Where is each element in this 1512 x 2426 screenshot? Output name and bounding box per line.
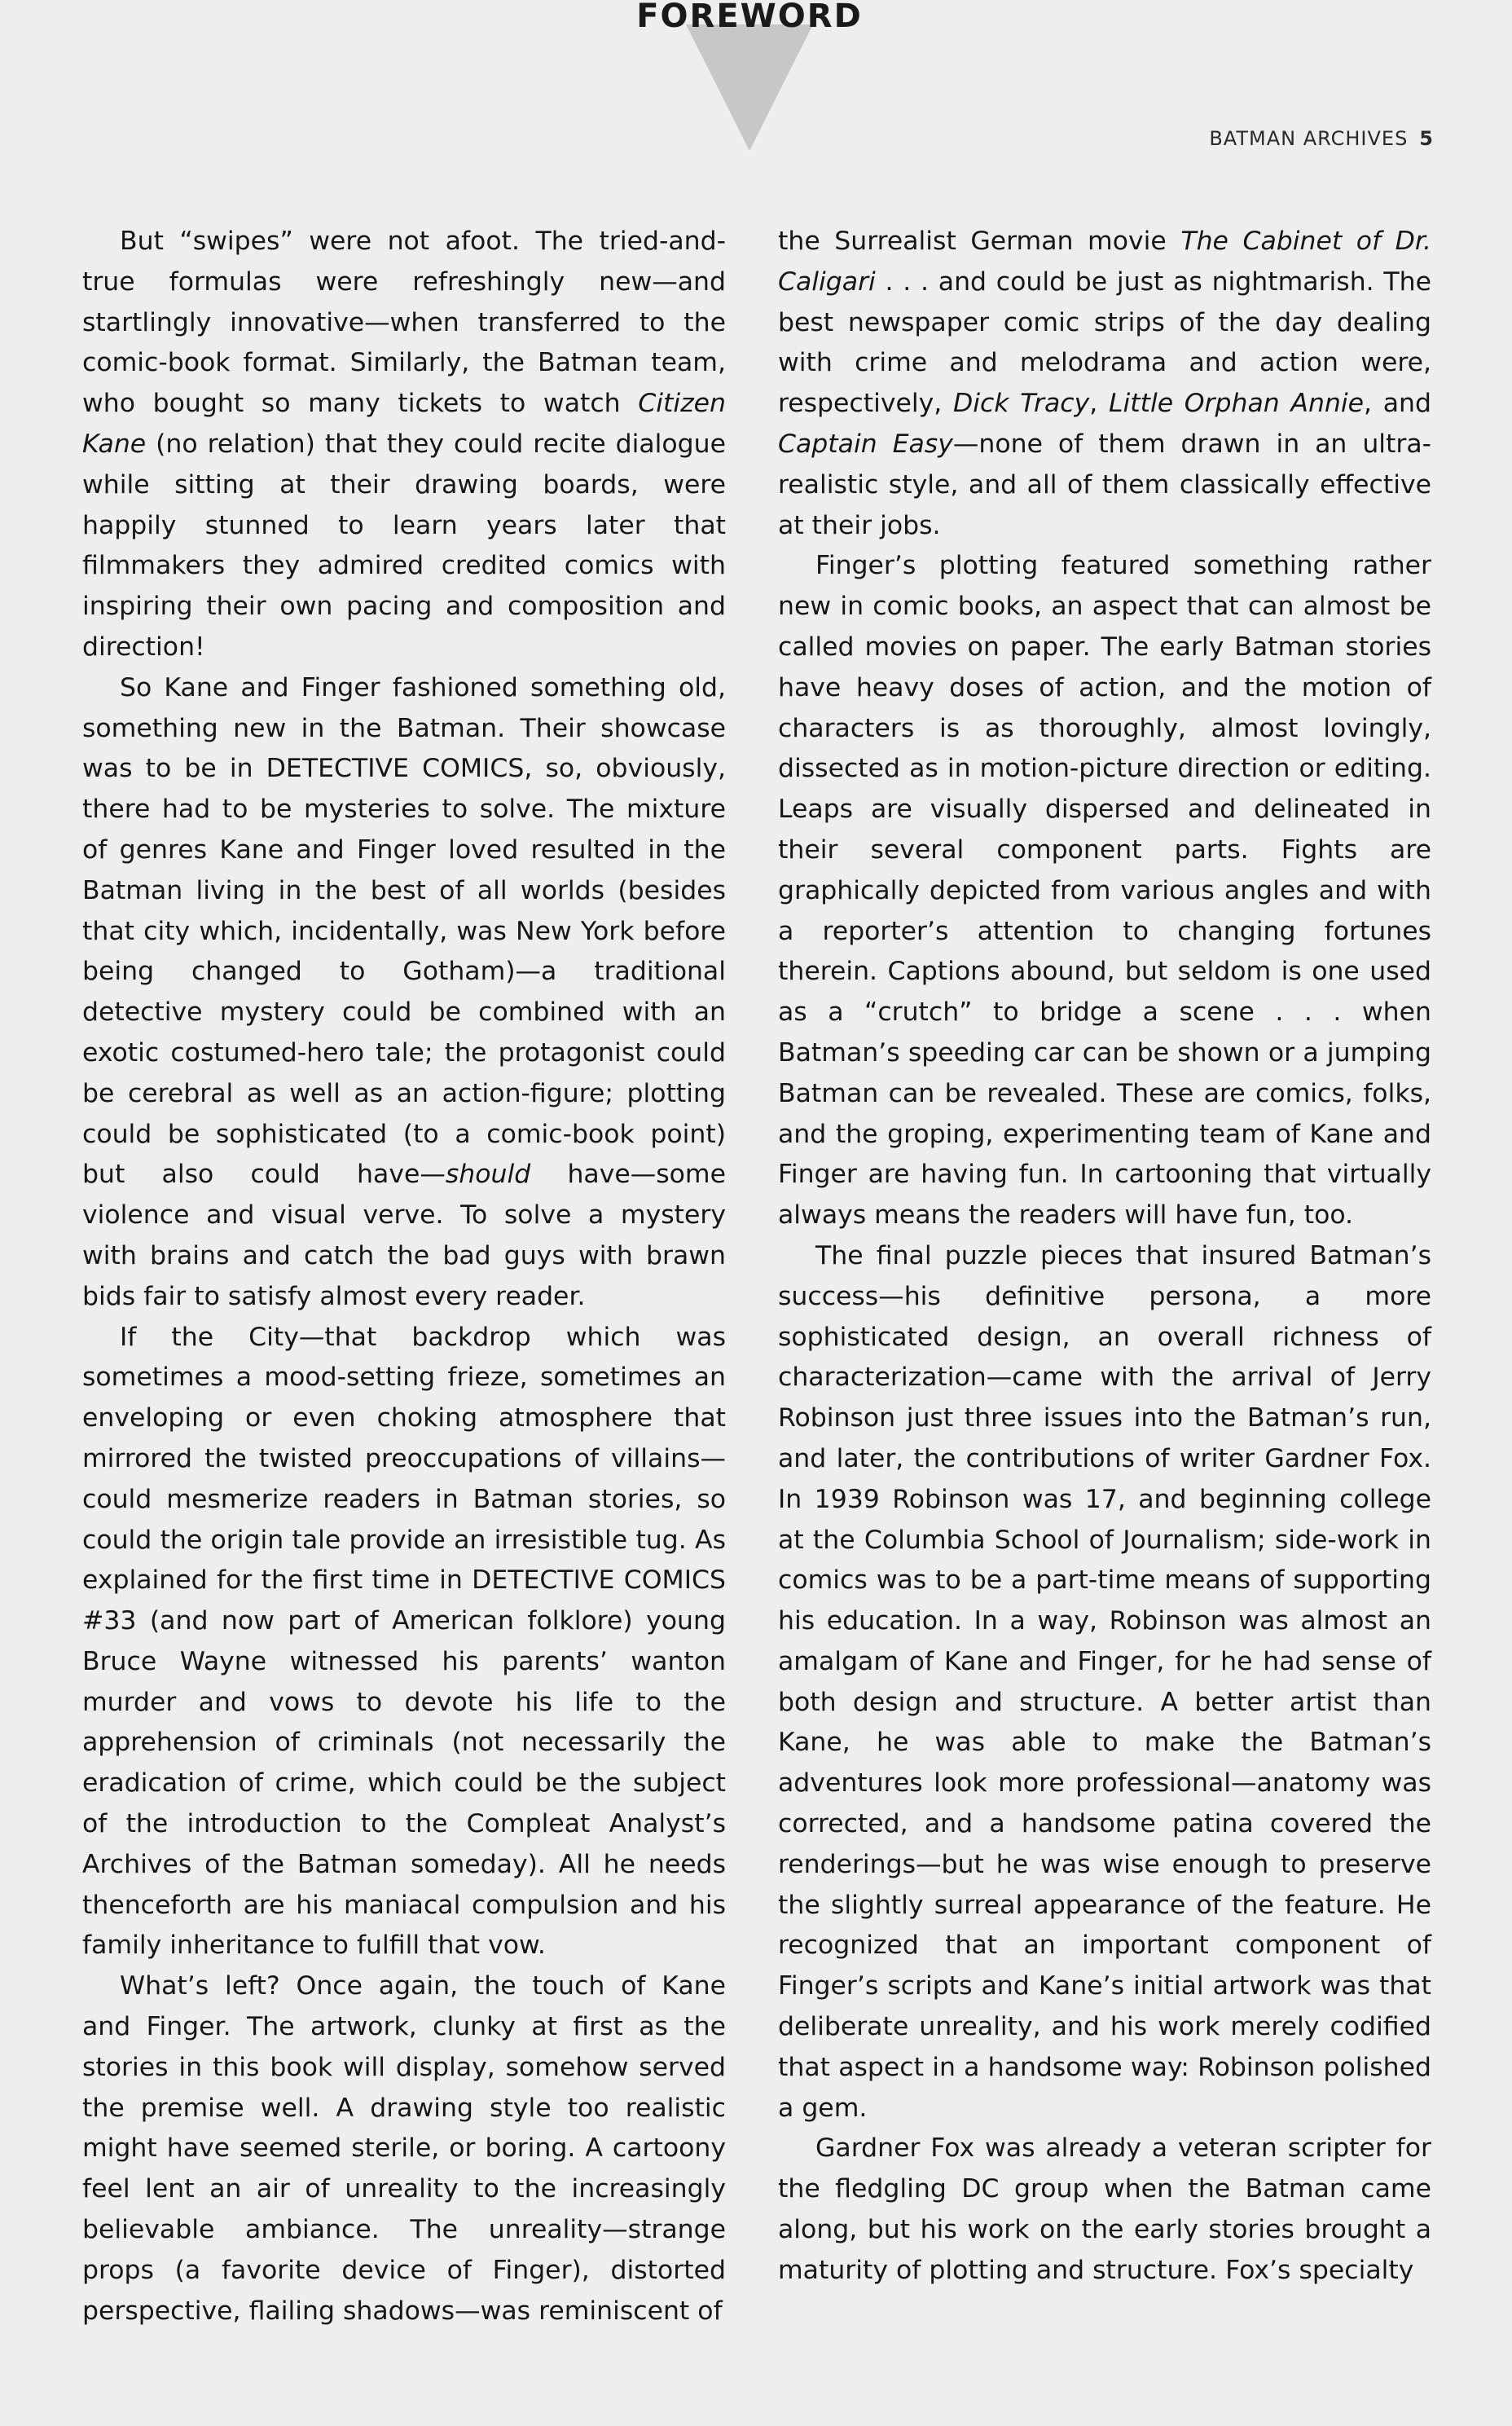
page-number: 5: [1419, 127, 1434, 150]
paragraph: If the City—that backdrop which was sometimes a mood-setting frieze, sometimes an enveloping or even choking atmosphere that mirrored the twisted preoccupations of villains—could mesmerize readers in Batman stories, so could the origin tale provide an irresistible tug. As explained for the first time in DETECTIVE COMICS #33 (and now part of American folklore) young Bruce Wayne witnessed his parents’ wanton murder and vows to devote his life to the apprehension of criminals (not necessarily the eradication of crime, which could be the subject of the introduction to the Compleat Analyst’s Archives of the Batman someday). All he needs thenceforth are his maniacal compulsion and his family inheritance to fulfill that vow.: [82, 1322, 726, 1961]
paragraph: Gardner Fox was already a veteran scripter for the fledgling DC group when the Batman came along, but his work on the early stories brought a maturity of plotting and structure. Fox’s specialty: [778, 2133, 1431, 2285]
running-head: [1209, 127, 1434, 150]
header-triangle-ornament: [686, 24, 813, 151]
right-column: [778, 222, 1431, 2292]
left-column: [82, 222, 726, 2331]
paragraph: But “swipes” were not afoot. The tried-and-true formulas were refreshingly new—and startlingly innovative—when transferred to the comic-book format. Similarly, the Batman team, who bought so many tickets to watch Citizen Kane (no relation) that they could recite dialogue while sitting at their drawing boards, were happily stunned to learn years later that filmmakers they admired credited comics with inspiring their own pacing and composition and direction!: [82, 227, 726, 662]
paragraph: Finger’s plotting featured something rather new in comic books, an aspect that can almost be called movies on paper. The early Batman stories have heavy doses of action, and the motion of characters is as thoroughly, almost lovingly, dissected as in motion-picture direction or editing. Leaps are visually dispersed and delineated in their several component parts. Fights are graphically depicted from various angles and with a reporter’s attention to changing fortunes therein. Captions abound, but seldom is one used as a “crutch” to bridge a scene . . . when Batman’s speeding car can be shown or a jumping Batman can be revealed. These are comics, folks, and the groping, experimenting team of Kane and Finger are having fun. In cartooning that virtually always means the readers will have fun, too.: [778, 551, 1431, 1231]
paragraph: What’s left? Once again, the touch of Kane and Finger. The artwork, clunky at first as the stories in this book will display, somehow served the premise well. A drawing style too realistic might have seemed sterile, or boring. A cartoony feel lent an air of unreality to the increasingly believable ambiance. The unreality—strange props (a favorite device of Finger), distorted perspective, flailing shadows—was reminiscent of: [82, 1971, 726, 2326]
section-title: FOREWORD: [636, 0, 863, 35]
paragraph-continued: the Surrealist German movie The Cabinet of Dr. Caligari . . . and could be just as nightmarish. The best newspaper comic strips of the day dealing with crime and melodrama and action were, respectively, Dick Tracy, Little Orphan Annie, and Captain Easy—none of them drawn in an ultra-realistic style, and all of them classically effective at their jobs.: [778, 227, 1432, 540]
paragraph: So Kane and Finger fashioned something old, something new in the Batman. Their showcase was to be in DETECTIVE COMICS, so, obviously, there had to be mysteries to solve. The mixture of genres Kane and Finger loved resulted in the Batman living in the best of all worlds (besides that city which, incidentally, was New York before being changed to Gotham)—a traditional detective mystery could be combined with an exotic costumed-hero tale; the protagonist could be cerebral as well as an action-figure; plotting could be sophisticated (to a comic-book point) but also could have—should have—some violence and visual verve. To solve a mystery with brains and catch the bad guys with brawn bids fair to satisfy almost every reader.: [82, 672, 726, 1311]
paragraph: The final puzzle pieces that insured Batman’s success—his definitive persona, a more sophisticated design, an overall richness of characterization—came with the arrival of Jerry Robinson just three issues into the Batman’s run, and later, the contributions of writer Gardner Fox. In 1939 Robinson was 17, and beginning college at the Columbia School of Journalism; side-work in comics was to be a part-time means of supporting his education. In a way, Robinson was almost an amalgam of Kane and Finger, for he had sense of both design and structure. A better artist than Kane, he was able to make the Batman’s adventures look more professional—anatomy was corrected, and a handsome patina covered the renderings—but he was wise enough to preserve the slightly surreal appearance of the feature. He recognized that an important component of Finger’s scripts and Kane’s initial artwork was that deliberate unreality, and his work merely codified that aspect in a handsome way: Robinson polished a gem.: [778, 1240, 1431, 2123]
book-title: BATMAN ARCHIVES: [1209, 127, 1409, 150]
